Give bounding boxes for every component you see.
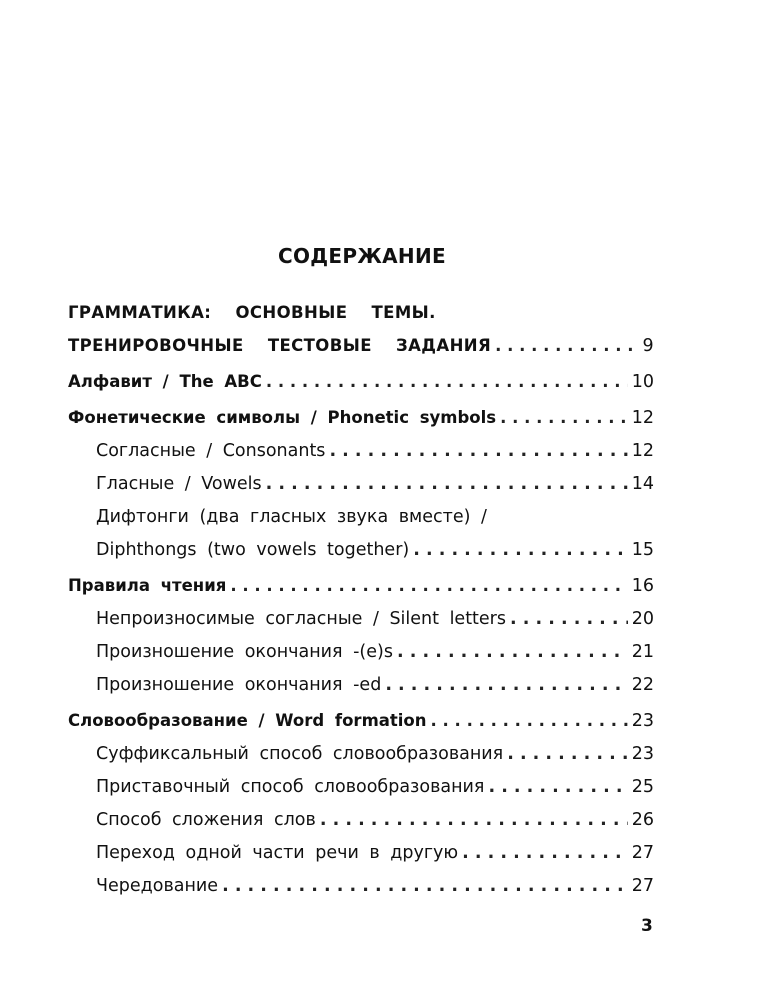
leader-dots xyxy=(397,639,628,665)
leader-dots xyxy=(510,606,628,632)
toc-entry-page: 12 xyxy=(631,441,654,461)
toc-entry-page: 27 xyxy=(631,876,654,896)
toc-entry-text: Алфавит / The ABC xyxy=(68,372,262,391)
toc-entry-prefixation[interactable] xyxy=(96,774,654,800)
leader-dots xyxy=(385,672,627,698)
leader-dots xyxy=(462,840,628,866)
toc-entry-text: Приставочный способ словообразования xyxy=(96,777,485,797)
toc-entry-alternation[interactable] xyxy=(96,873,654,899)
page-number: 3 xyxy=(641,916,653,936)
leader-dots xyxy=(230,573,627,599)
toc-entry-page: 25 xyxy=(631,777,654,797)
toc-entry-page: 26 xyxy=(631,810,654,830)
toc-entry-diphthongs-line1 xyxy=(96,504,654,530)
leader-dots xyxy=(266,471,628,497)
toc-entry-text: ГРАММАТИКА: ОСНОВНЫЕ ТЕМЫ. xyxy=(68,303,436,322)
toc-entry-silent-letters[interactable] xyxy=(96,606,654,632)
toc-entry-text: Diphthongs (two vowels together) xyxy=(96,540,410,560)
leader-dots xyxy=(500,405,628,431)
leader-dots xyxy=(488,774,627,800)
toc-entry-text: Переход одной части речи в другую xyxy=(96,843,459,863)
toc-entry-text: Правила чтения xyxy=(68,576,227,595)
leader-dots xyxy=(222,873,628,899)
toc-entry-alphabet[interactable] xyxy=(68,369,654,395)
toc-entry-page: 20 xyxy=(631,609,654,629)
toc-entry-text: Произношение окончания -(e)s xyxy=(96,642,393,662)
toc-entry-text: Суффиксальный способ словообразования xyxy=(96,744,504,764)
toc-entry-es-ending[interactable] xyxy=(96,639,654,665)
leader-dots xyxy=(507,741,628,767)
toc-entry-word-formation[interactable] xyxy=(68,708,654,734)
toc-entry-reading-rules[interactable] xyxy=(68,573,654,599)
toc-entry-page: 22 xyxy=(631,675,654,695)
toc-entry-page: 16 xyxy=(631,576,654,596)
toc-entry-compounding[interactable] xyxy=(96,807,654,833)
toc-entry-text: Чередование xyxy=(96,876,219,896)
toc-entry-page: 15 xyxy=(631,540,654,560)
toc-entry-ed-ending[interactable] xyxy=(96,672,654,698)
toc-entry-text: Произношение окончания -ed xyxy=(96,675,382,695)
leader-dots xyxy=(431,708,628,734)
toc-entry-page: 23 xyxy=(631,744,654,764)
toc-entry-diphthongs[interactable] xyxy=(96,537,654,563)
leader-dots xyxy=(320,807,628,833)
toc-entry-phonetic-symbols[interactable] xyxy=(68,405,654,431)
toc-entry-conversion[interactable] xyxy=(96,840,654,866)
leader-dots xyxy=(495,333,638,359)
page-title: СОДЕРЖАНИЕ xyxy=(278,244,446,268)
toc-entry-page: 14 xyxy=(631,474,654,494)
toc-entry-page: 21 xyxy=(631,642,654,662)
toc-entry-text: ТРЕНИРОВОЧНЫЕ ТЕСТОВЫЕ ЗАДАНИЯ xyxy=(68,336,492,355)
leader-dots xyxy=(329,438,627,464)
toc-entry-training-tasks[interactable] xyxy=(68,333,654,359)
toc-entry-text: Непроизносимые согласные / Silent letters xyxy=(96,609,506,629)
toc-entry-grammar-heading xyxy=(68,300,654,326)
toc-entry-page: 10 xyxy=(631,372,654,392)
toc-entry-page: 9 xyxy=(642,336,654,356)
leader-dots xyxy=(413,537,628,563)
toc-entry-text: Словообразование / Word formation xyxy=(68,711,427,730)
toc-entry-page: 23 xyxy=(631,711,654,731)
toc-entry-text: Гласные / Vowels xyxy=(96,474,262,494)
toc-entry-vowels[interactable] xyxy=(96,471,654,497)
toc-entry-text: Дифтонги (два гласных звука вместе) / xyxy=(96,507,487,527)
toc-entry-page: 12 xyxy=(631,408,654,428)
toc-entry-text: Способ сложения слов xyxy=(96,810,316,830)
leader-dots xyxy=(266,369,628,395)
toc-entry-suffixation[interactable] xyxy=(96,741,654,767)
toc-entry-page: 27 xyxy=(631,843,654,863)
toc-entry-text: Фонетические символы / Phonetic symbols xyxy=(68,408,497,427)
toc-entry-text: Согласные / Consonants xyxy=(96,441,326,461)
toc-entry-consonants[interactable] xyxy=(96,438,654,464)
